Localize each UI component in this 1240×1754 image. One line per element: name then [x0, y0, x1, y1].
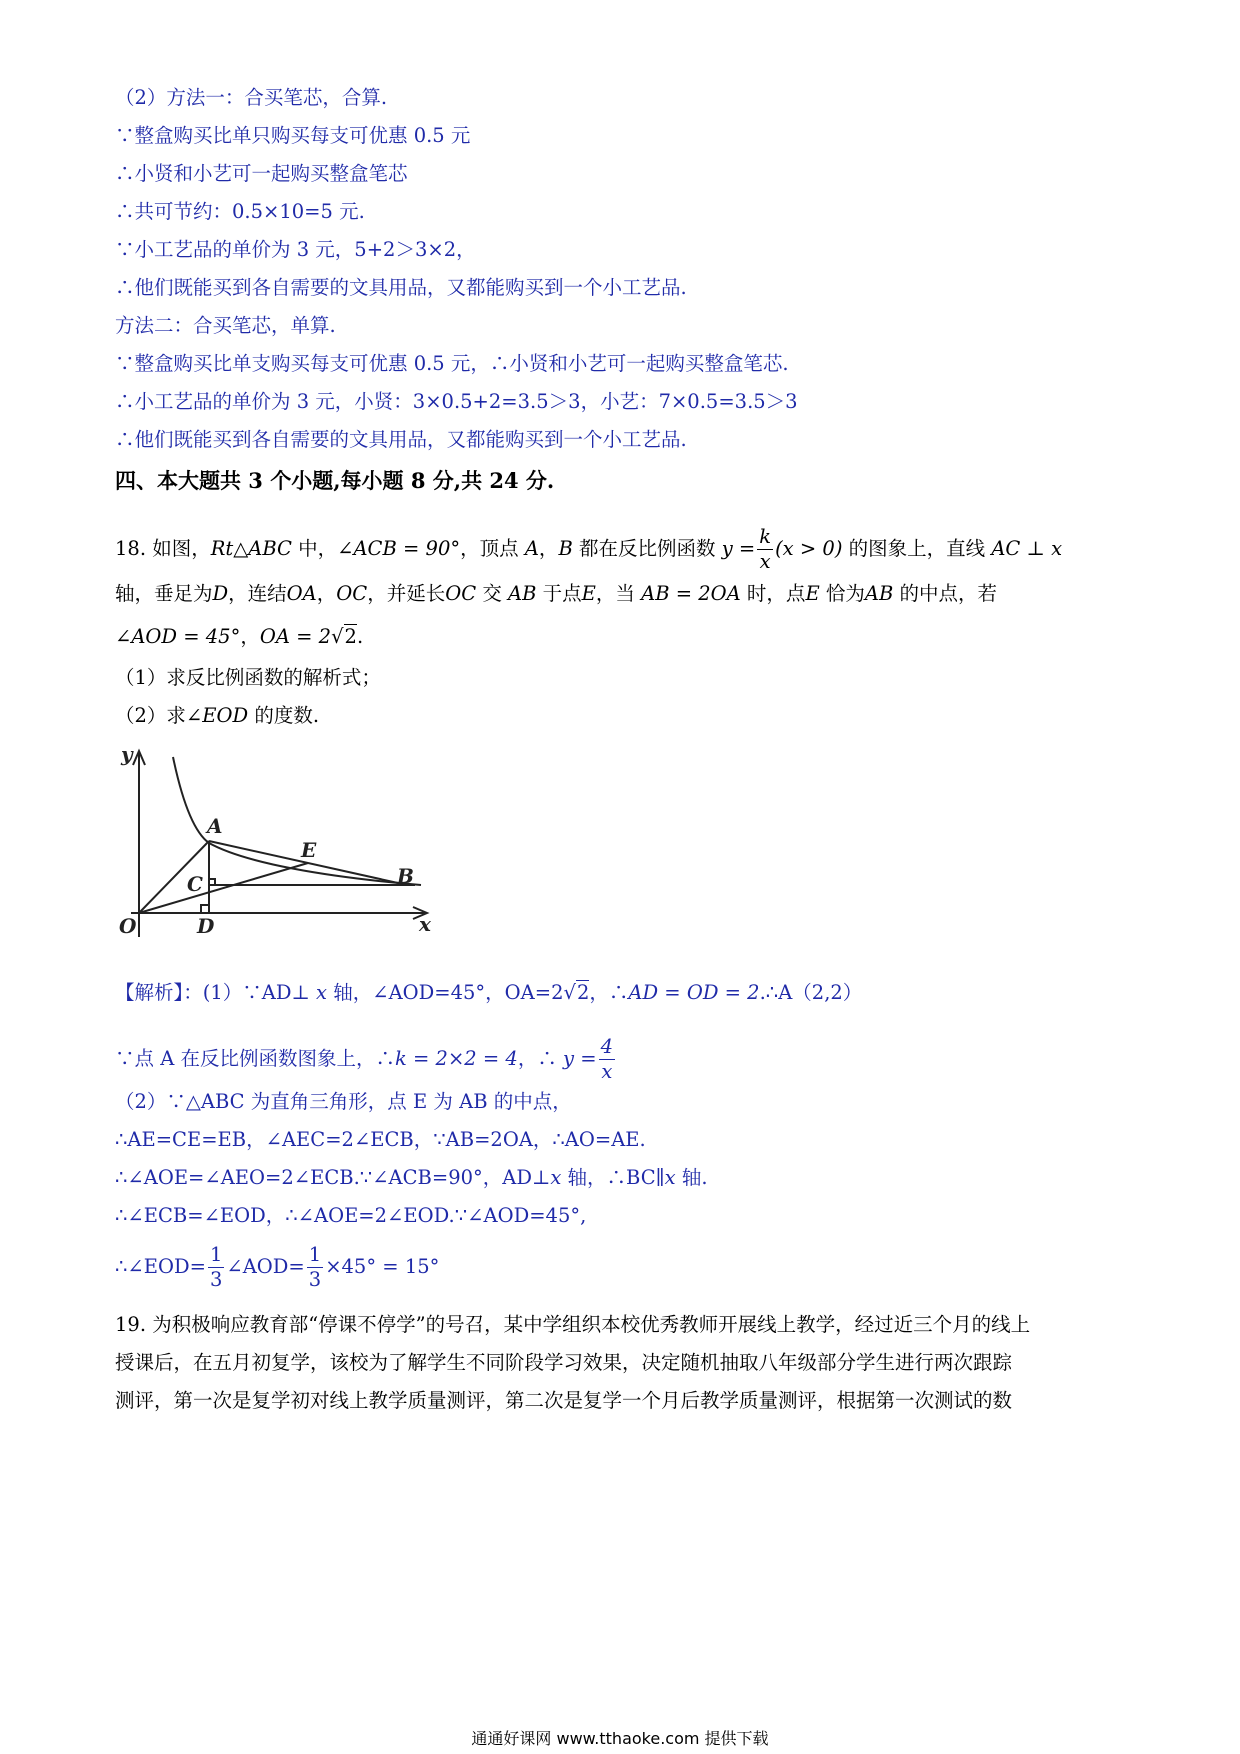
right-angle-C [209, 879, 215, 885]
solution-line: ∵整盒购买比单只购买每支可优惠 0.5 元 [115, 124, 471, 147]
label-O: O [119, 914, 137, 938]
solution-18-line-3: （2）∵△ABC 为直角三角形，点 E 为 AB 的中点， [115, 1090, 572, 1113]
solution-line: （2）方法一：合买笔芯，合算. [115, 86, 388, 109]
question-19-line: 授课后，在五月初复学，该校为了解学生不同阶段学习效果，决定随机抽取八年级部分学生进行两次跟踪 [115, 1351, 1013, 1374]
question-18-line-3: ∠AOD = 45°，OA = 2√2. [115, 625, 364, 648]
label-x: x [419, 912, 431, 936]
label-C: C [187, 872, 203, 896]
geometry-figure [119, 742, 465, 945]
solution-line: ∴共可节约：0.5×10=5 元. [115, 200, 365, 223]
question-18-line-1: 18. 如图，Rt△ABC 中，∠ACB = 90°，顶点 A，B 都在反比例函数 y = $\frac{k}{x}$ (x > 0) 的图象上，直线 AC ⊥ x [115, 525, 1063, 573]
solution-line: ∴他们既能买到各自需要的文具用品，又都能购买到一个小工艺品. [115, 428, 687, 451]
label-D: D [197, 914, 215, 938]
label-y: y [121, 742, 133, 766]
fraction-4-over-x: $\frac{4}{x}$ [600, 1035, 614, 1083]
question-18-line-2: 轴，垂足为D，连结OA，OC，并延长OC 交 AB 于点E，当 AB = 2OA 时，点E 恰为AB 的中点，若 [115, 582, 998, 605]
question-19-line: 19. 为积极响应教育部“停课不停学”的号召，某中学组织本校优秀教师开展线上教学，经过近三个月的线上 [115, 1313, 1031, 1336]
solution-18-line-4: ∴AE=CE=EB，∠AEC=2∠ECB，∵AB=2OA，∴AO=AE. [115, 1128, 646, 1151]
sqrt-sign: √ [331, 625, 344, 648]
solution-line: ∴小贤和小艺可一起购买整盒笔芯 [115, 162, 408, 185]
right-angle-D [201, 905, 209, 913]
solution-18-line-5: ∴∠AOE=∠AEO=2∠ECB.∵∠ACB=90°，AD⊥x 轴，∴BC∥x 轴. [115, 1166, 708, 1189]
label-B: B [397, 864, 414, 888]
solution-line: ∵小工艺品的单价为 3 元，5+2＞3×2， [115, 238, 476, 261]
label-E: E [301, 838, 317, 862]
section-heading: 四、本大题共 3 个小题,每小题 8 分,共 24 分. [115, 468, 555, 493]
solution-line: ∴小工艺品的单价为 3 元，小贤：3×0.5+2=3.5＞3，小艺：7×0.5=3.5＞3 [115, 390, 798, 413]
fraction-one-third: $\frac{1}{3}$ [308, 1243, 322, 1291]
solution-18-line-7: ∴∠EOD= $\frac{1}{3}$ ∠AOD= $\frac{1}{3}$ ×45° = 15° [115, 1243, 440, 1291]
question-19-line: 测评，第一次是复学初对线上教学质量测评，第二次是复学一个月后教学质量测评，根据第一次测试的数 [115, 1389, 1013, 1412]
sqrt-sign: √ [563, 981, 576, 1004]
solution-line: ∵整盒购买比单支购买每支可优惠 0.5 元，∴小贤和小艺可一起购买整盒笔芯. [115, 352, 789, 375]
solution-line: ∴他们既能买到各自需要的文具用品，又都能购买到一个小工艺品. [115, 276, 687, 299]
fraction-k-over-x: $\frac{k}{x}$ [759, 525, 772, 573]
solution-18-line-6: ∴∠ECB=∠EOD，∴∠AOE=2∠EOD.∵∠AOD=45°, [115, 1204, 587, 1227]
question-18-sub-1: （1）求反比例函数的解析式； [115, 666, 381, 689]
solution-18-line-1: 【解析】：(1）∵AD⊥ x 轴，∠AOD=45°，OA=2√2，∴AD = OD = 2.∴A（2,2） [115, 981, 863, 1004]
page-footer: 通通好课网 www.tthaoke.com 提供下载 [471, 1729, 769, 1748]
solution-18-line-2: ∵点 A 在反比例函数图象上，∴k = 2×2 = 4，∴ y = $\frac{4}{x}$ [115, 1035, 614, 1083]
label-A: A [207, 814, 223, 838]
question-18-sub-2: （2）求∠EOD 的度数. [115, 704, 320, 727]
solution-line: 方法二：合买笔芯，单算. [115, 314, 336, 337]
fraction-one-third: $\frac{1}{3}$ [209, 1243, 223, 1291]
